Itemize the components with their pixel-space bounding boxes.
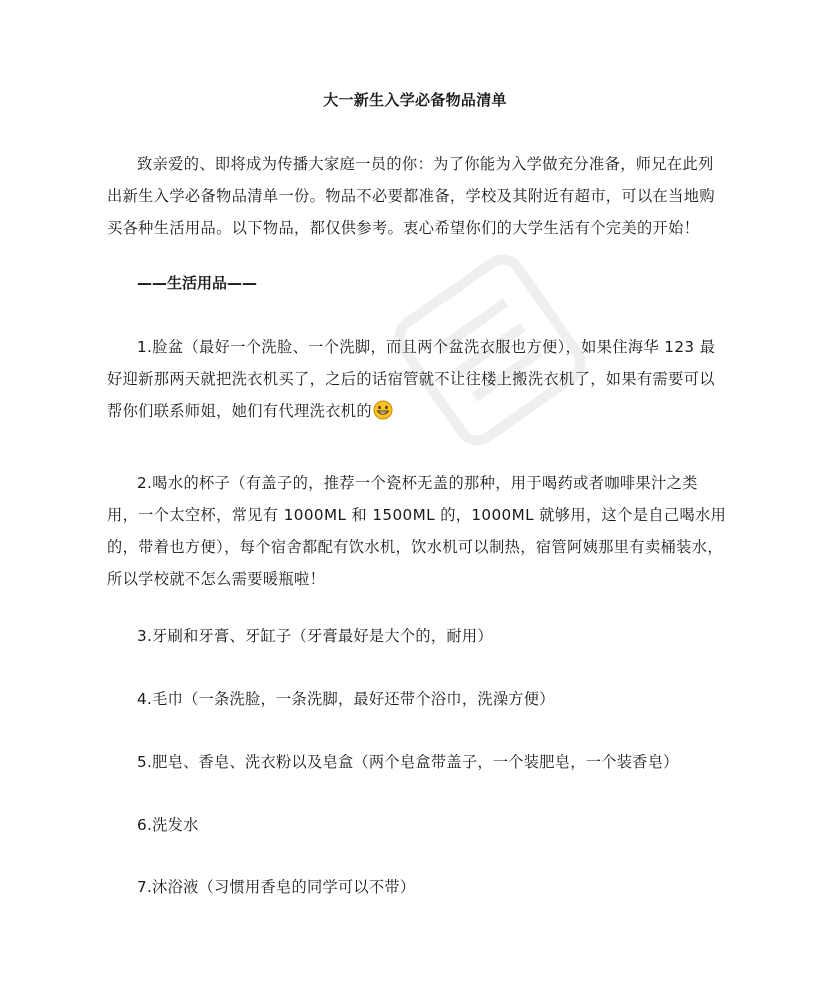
grinning-face-icon	[373, 400, 393, 420]
item-2-text: 2.喝水的杯子（有盖子的，推荐一个瓷杯无盖的那种，用于喝药或者咖啡果汁之类用，一个太空杯，常见有 1000ML 和 1500ML 的，1000ML 就够用，这个是自己喝水用的，带着也方便），每个宿舍都配有饮水机，饮水机可以制热，宿管阿姨那里有卖桶装水，所以学校就不怎么需要暖瓶啦！	[107, 474, 727, 588]
document-title: 大一新生入学必备物品清单	[323, 91, 507, 109]
list-item	[107, 331, 727, 427]
list-item-5: 5.肥皂、香皂、洗衣粉以及皂盒（两个皂盒带盖子，一个装肥皂，一个装香皂）	[137, 753, 679, 771]
list-item-4: 4.毛巾（一条洗脸，一条洗脚，最好还带个浴巾，洗澡方便）	[137, 690, 555, 708]
list-item-7: 7.沐浴液（习惯用香皂的同学可以不带）	[137, 878, 416, 896]
section-heading: ——生活用品——	[137, 274, 258, 292]
list-item-6: 6.洗发水	[137, 816, 199, 834]
intro-paragraph	[107, 148, 727, 244]
item-1-text: 1.脸盆（最好一个洗脸、一个洗脚，而且两个盆洗衣服也方便），如果住海华 123 最好迎新那两天就把洗衣机买了，之后的话宿管就不让往楼上搬洗衣机了，如果有需要可以帮你们联系师姐，她们有代理洗衣机的	[107, 338, 716, 420]
intro-text: 致亲爱的、即将成为传播大家庭一员的你：为了你能为入学做充分准备，师兄在此列出新生入学必备物品清单一份。物品不必要都准备，学校及其附近有超市，可以在当地购买各种生活用品。以下物品，都仅供参考。衷心希望你们的大学生活有个完美的开始！	[107, 155, 715, 237]
list-item	[107, 467, 727, 595]
list-item-3: 3.牙刷和牙膏、牙缸子（牙膏最好是大个的，耐用）	[137, 627, 493, 645]
